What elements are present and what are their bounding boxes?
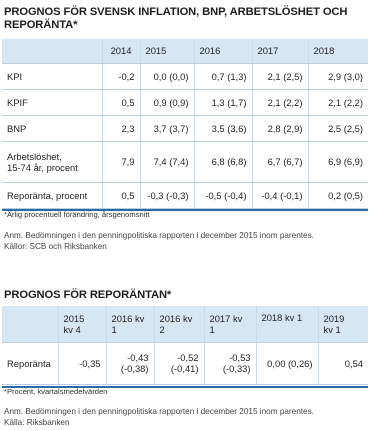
cell-kpi-2014: -0,2 (102, 63, 140, 89)
cell-arbetsloshet-2017: 6,7 (6,7) (252, 141, 308, 182)
table2-header-2017kv1-line2: 1 (209, 323, 215, 335)
cell-kpif-2017: 2,1 (2,2) (252, 89, 308, 115)
table2-sources: Källa: Riksbanken (4, 417, 70, 427)
table1-source-note (4, 231, 314, 252)
table1-footnote: *Årlig procentuell förändring, årsgenomsnitt (4, 210, 150, 219)
inflation-forecast-table (2, 39, 368, 209)
table2-header-2015kv4 (58, 306, 106, 342)
cell-repo-2016kv1-line2: (-0,38) (120, 363, 149, 374)
cell-bnp-2014: 2,3 (102, 115, 140, 141)
cell-bnp-2016: 3,5 (3,6) (194, 115, 252, 141)
row-label-arbetsloshet (2, 141, 102, 182)
row-label-reporanta: Reporänta, procent (2, 182, 102, 208)
cell-kpif-2018: 2,1 (2,2) (308, 89, 368, 115)
cell-repo-2016kv1 (106, 342, 154, 384)
table2-header-2016kv1 (106, 306, 154, 342)
cell-bnp-2015: 3,7 (3,7) (140, 115, 194, 141)
row-label-repo: Reporänta (2, 342, 58, 384)
cell-reporanta-2015: -0,3 (-0,3) (140, 182, 194, 208)
table1-header-blank (2, 39, 102, 63)
table2-header-2017kv1 (204, 306, 256, 342)
table1-header-2014: 2014 (102, 39, 140, 63)
cell-bnp-2018: 2,5 (2,5) (308, 115, 368, 141)
table1-header-2016: 2016 (194, 39, 252, 63)
table2-header-2015kv4-line2: kv 4 (63, 323, 81, 335)
table2-header-2017kv1-line1: 2017 kv (209, 312, 243, 324)
table2-header-2016kv1-line2: 1 (111, 323, 117, 335)
table2-header-2019kv1-line2: kv 1 (323, 323, 341, 335)
cell-reporanta-2016: -0,5 (-0,4) (194, 182, 252, 208)
cell-reporanta-2018: 0,2 (0,5) (308, 182, 368, 208)
cell-repo-2016kv1-line1: -0,43 (127, 352, 149, 363)
cell-repo-2016kv2-line2: (-0,41) (170, 363, 199, 374)
table-row-bnp (2, 115, 368, 141)
table1-note: Anm. Bedömningen i den penningpolitiska rapporten i december 2015 inom parentes. (4, 231, 314, 240)
repo-rate-forecast-table (2, 306, 368, 385)
cell-repo-2016kv2-line1: -0,52 (177, 352, 199, 363)
cell-reporanta-2017: -0,4 (-0,1) (252, 182, 308, 208)
cell-kpi-2015: 0,0 (0,0) (140, 63, 194, 89)
table2-note: Anm. Bedömningen i den penningpolitiska rapporten i december 2015 inom parentes. (4, 407, 314, 416)
table-row-kpif (2, 89, 368, 115)
cell-bnp-2017: 2,8 (2,9) (252, 115, 308, 141)
table-row-arbetsloshet (2, 141, 368, 182)
table2-header-row (2, 306, 368, 342)
cell-arbetsloshet-2018: 6,9 (6,9) (308, 141, 368, 182)
row-label-kpi: KPI (2, 63, 102, 89)
row-label-bnp: BNP (2, 115, 102, 141)
cell-repo-2016kv2 (154, 342, 204, 384)
cell-kpi-2018: 2,9 (3,0) (308, 63, 368, 89)
table1-header-2017: 2017 (252, 39, 308, 63)
cell-repo-2018kv1: 0,00 (0,26) (256, 342, 318, 384)
table1-title-line2: REPORÄNTA* (4, 19, 78, 31)
table2-source-note (4, 407, 314, 428)
table-row-reporanta (2, 182, 368, 208)
cell-reporanta-2014: 0,5 (102, 182, 140, 208)
table2-header-2016kv2 (154, 306, 204, 342)
table2-footnote: *Procent, kvartalsmedelvärden (4, 387, 108, 396)
table1-header-2015: 2015 (140, 39, 194, 63)
table2-header-2018kv1 (256, 306, 318, 342)
table2-header-2019kv1-line1: 2019 (323, 312, 345, 324)
table2-header-2015kv4-line1: 2015 (63, 312, 85, 324)
cell-kpif-2014: 0,5 (102, 89, 140, 115)
table1-header-2018: 2018 (308, 39, 368, 63)
row-label-arbetsloshet-line2: 15-74 år, procent (7, 161, 78, 173)
table2-header-2016kv2-line1: 2016 kv (159, 312, 193, 324)
table1-sources: Källor: SCB och Riksbanken (4, 241, 107, 251)
table1-title (4, 6, 347, 32)
table2-header-2016kv1-line1: 2016 kv (111, 312, 145, 324)
table2-header-blank (2, 306, 58, 342)
row-label-kpif: KPIF (2, 89, 102, 115)
cell-repo-2017kv1-line1: -0,53 (229, 352, 251, 363)
cell-kpi-2017: 2,1 (2,5) (252, 63, 308, 89)
table-row-repo (2, 342, 368, 384)
table2-title: PROGNOS FÖR REPORÄNTAN* (4, 289, 172, 301)
table2-header-2018kv1-line1: 2018 kv 1 (261, 312, 303, 323)
cell-kpif-2015: 0,9 (0,9) (140, 89, 194, 115)
cell-kpi-2016: 0,7 (1,3) (194, 63, 252, 89)
table2-header-2016kv2-line2: 2 (159, 323, 165, 335)
cell-arbetsloshet-2015: 7,4 (7,4) (140, 141, 194, 182)
cell-repo-2019kv1: 0,54 (318, 342, 368, 384)
cell-repo-2017kv1-line2: (-0,33) (222, 363, 251, 374)
table1-title-line1: PROGNOS FÖR SVENSK INFLATION, BNP, ARBETSLÖSHET OCH (4, 6, 348, 18)
cell-repo-2015kv4: -0,35 (58, 342, 106, 384)
table-row-kpi (2, 63, 368, 89)
cell-arbetsloshet-2014: 7,9 (102, 141, 140, 182)
row-label-arbetsloshet-line1: Arbetslöshet, (7, 150, 62, 162)
cell-repo-2017kv1 (204, 342, 256, 384)
table2-header-2019kv1 (318, 306, 368, 342)
cell-kpif-2016: 1,3 (1,7) (194, 89, 252, 115)
table1-header-row (2, 39, 368, 63)
cell-arbetsloshet-2016: 6,8 (6,8) (194, 141, 252, 182)
